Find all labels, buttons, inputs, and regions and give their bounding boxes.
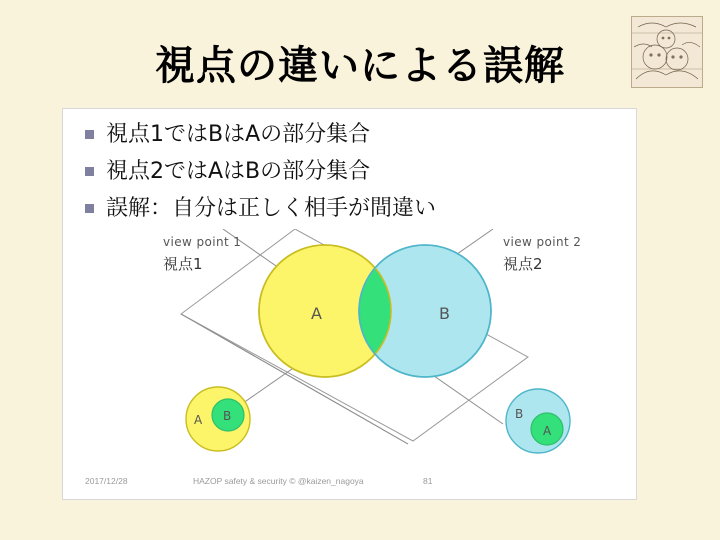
content-card xyxy=(62,108,637,500)
viewpoint1-label-en: view point 1 xyxy=(163,235,242,249)
thumbnail-artwork-icon xyxy=(632,17,702,87)
list-item xyxy=(85,119,605,150)
square-bullet-icon xyxy=(85,204,94,213)
venn-diagram xyxy=(63,229,636,499)
bullet-text: 視点2ではAはBの部分集合 xyxy=(106,159,371,184)
small-right-inner-label: A xyxy=(543,424,552,438)
circle-a-label: A xyxy=(311,304,322,323)
viewpoint1-label-jp: 視点1 xyxy=(163,255,203,273)
small-left-inner-label: B xyxy=(223,409,232,423)
footer-page-number: 81 xyxy=(423,476,433,486)
small-right-outer-label: B xyxy=(515,407,524,421)
circle-b-label: B xyxy=(439,304,450,323)
footer-credit: HAZOP safety & security © @kaizen_nagoya xyxy=(193,476,364,486)
footer-date: 2017/12/28 xyxy=(85,476,128,486)
slide-footer xyxy=(63,476,636,490)
page-title: 視点の違いによる誤解 xyxy=(155,43,565,89)
viewpoint2-label-en: view point 2 xyxy=(503,235,582,249)
viewpoint2-label-jp: 視点2 xyxy=(503,255,543,273)
bullet-text: 視点1ではBはAの部分集合 xyxy=(106,122,371,147)
list-item xyxy=(85,193,605,224)
bullet-list xyxy=(85,119,605,230)
square-bullet-icon xyxy=(85,167,94,176)
bullet-text: 誤解：自分は正しく相手が間違い xyxy=(106,196,437,221)
list-item xyxy=(85,156,605,187)
corner-thumbnail-image xyxy=(631,16,703,88)
venn-diagram-graphic xyxy=(63,229,636,499)
square-bullet-icon xyxy=(85,130,94,139)
small-left-outer-label: A xyxy=(194,413,203,427)
